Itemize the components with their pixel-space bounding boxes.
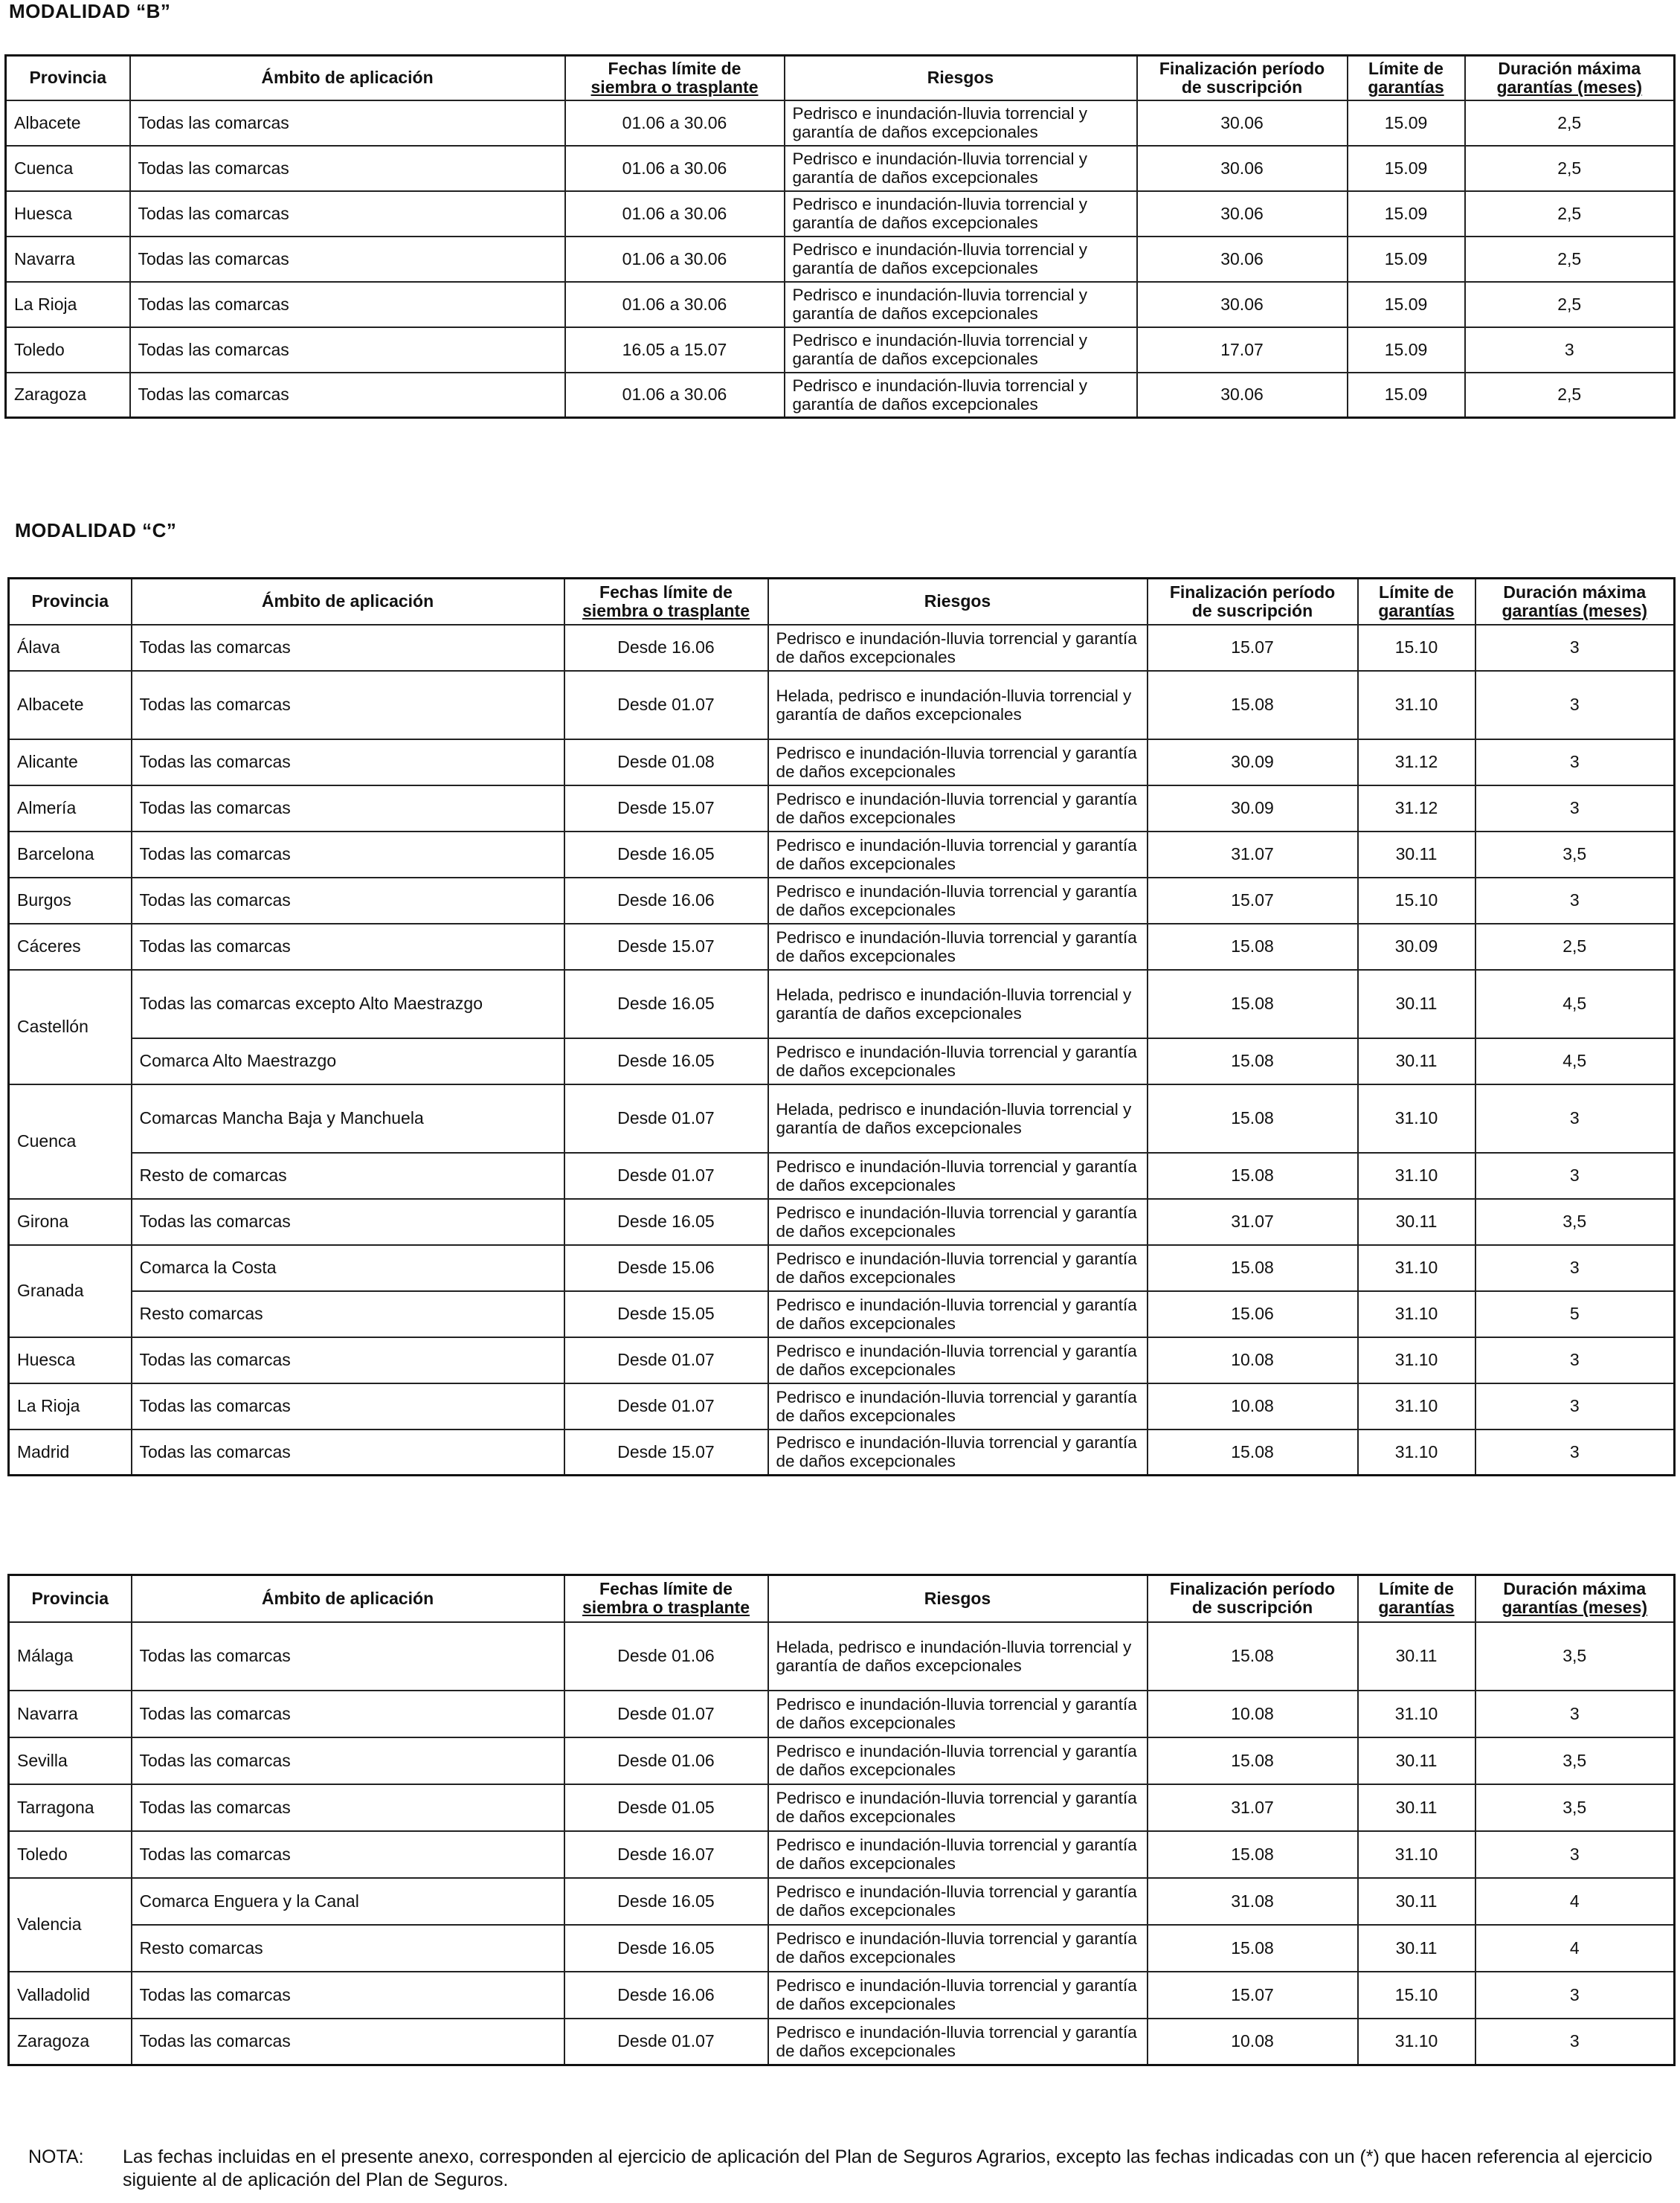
cell-duracion: 3 — [1475, 739, 1675, 785]
cell-limite: 30.11 — [1358, 1622, 1475, 1691]
cell-duracion: 3 — [1475, 625, 1675, 671]
cell-fechas: Desde 15.07 — [564, 785, 768, 832]
cell-ambito: Todas las comarcas — [130, 373, 565, 418]
table-row — [6, 191, 1675, 237]
cell-finalizacion: 30.06 — [1137, 237, 1348, 282]
header-limite: Límite de garantías — [1348, 56, 1465, 100]
table-row — [9, 1291, 1675, 1337]
cell-finalizacion: 30.09 — [1148, 785, 1358, 832]
cell-finalizacion: 10.08 — [1148, 2019, 1358, 2065]
cell-fechas: Desde 16.07 — [564, 1831, 768, 1878]
cell-duracion: 4,5 — [1475, 970, 1675, 1038]
cell-provincia: Zaragoza — [6, 373, 130, 418]
cell-limite: 31.10 — [1358, 671, 1475, 739]
table-row — [6, 100, 1675, 146]
cell-fechas: 01.06 a 30.06 — [565, 146, 785, 191]
cell-duracion: 3 — [1475, 1429, 1675, 1476]
cell-provincia: Toledo — [9, 1831, 132, 1878]
cell-ambito: Todas las comarcas — [132, 785, 564, 832]
cell-duracion: 2,5 — [1465, 237, 1675, 282]
cell-ambito: Todas las comarcas — [132, 1831, 564, 1878]
cell-ambito: Todas las comarcas — [132, 1383, 564, 1429]
cell-limite: 15.10 — [1358, 878, 1475, 924]
cell-fechas: 01.06 a 30.06 — [565, 191, 785, 237]
table-row — [6, 146, 1675, 191]
cell-fechas: Desde 15.06 — [564, 1245, 768, 1291]
header-riesgos: Riesgos — [768, 1575, 1148, 1622]
cell-limite: 15.09 — [1348, 191, 1465, 237]
cell-finalizacion: 15.08 — [1148, 1153, 1358, 1199]
cell-ambito: Todas las comarcas — [132, 671, 564, 739]
cell-limite: 30.11 — [1358, 1737, 1475, 1784]
cell-finalizacion: 15.08 — [1148, 1737, 1358, 1784]
cell-ambito: Todas las comarcas — [132, 1337, 564, 1383]
cell-limite: 15.10 — [1358, 1972, 1475, 2019]
table-row — [9, 924, 1675, 970]
table-row — [9, 878, 1675, 924]
header-row — [9, 1575, 1675, 1622]
cell-duracion: 4,5 — [1475, 1038, 1675, 1084]
cell-fechas: Desde 15.05 — [564, 1291, 768, 1337]
cell-ambito: Todas las comarcas — [130, 282, 565, 327]
cell-duracion: 3 — [1475, 878, 1675, 924]
cell-ambito: Comarcas Mancha Baja y Manchuela — [132, 1084, 564, 1153]
table-row — [6, 282, 1675, 327]
cell-duracion: 2,5 — [1465, 373, 1675, 418]
cell-ambito: Todas las comarcas — [130, 191, 565, 237]
cell-provincia: Zaragoza — [9, 2019, 132, 2065]
cell-ambito: Todas las comarcas — [132, 1784, 564, 1831]
cell-riesgos: Pedrisco e inundación-lluvia torrencial y garantía de daños excepcionales — [768, 625, 1148, 671]
cell-duracion: 3,5 — [1475, 1622, 1675, 1691]
cell-fechas: Desde 16.05 — [564, 1878, 768, 1925]
cell-finalizacion: 15.08 — [1148, 1429, 1358, 1476]
header-riesgos: Riesgos — [785, 56, 1137, 100]
cell-riesgos: Pedrisco e inundación-lluvia torrencial y garantía de daños excepcionales — [785, 191, 1137, 237]
cell-provincia: La Rioja — [6, 282, 130, 327]
cell-riesgos: Pedrisco e inundación-lluvia torrencial y garantía de daños excepcionales — [768, 1383, 1148, 1429]
cell-finalizacion: 31.07 — [1148, 832, 1358, 878]
cell-limite: 31.12 — [1358, 785, 1475, 832]
cell-fechas: Desde 16.05 — [564, 970, 768, 1038]
cell-ambito: Todas las comarcas — [132, 1691, 564, 1737]
cell-fechas: Desde 16.06 — [564, 878, 768, 924]
header-row — [6, 56, 1675, 100]
cell-limite: 31.10 — [1358, 1691, 1475, 1737]
cell-fechas: Desde 01.05 — [564, 1784, 768, 1831]
table-row — [9, 1737, 1675, 1784]
cell-fechas: Desde 01.07 — [564, 1691, 768, 1737]
cell-finalizacion: 30.09 — [1148, 739, 1358, 785]
cell-riesgos: Pedrisco e inundación-lluvia torrencial y garantía de daños excepcionales — [768, 1878, 1148, 1925]
header-duracion: Duración máxima garantías (meses) — [1475, 1575, 1675, 1622]
cell-limite: 15.09 — [1348, 373, 1465, 418]
cell-riesgos: Helada, pedrisco e inundación-lluvia torrencial y garantía de daños excepcionales — [768, 1084, 1148, 1153]
header-duracion: Duración máxima garantías (meses) — [1465, 56, 1675, 100]
table-row — [9, 1337, 1675, 1383]
header-fechas: Fechas límite de siembra o trasplante — [564, 579, 768, 625]
cell-limite: 31.10 — [1358, 1429, 1475, 1476]
cell-provincia: Burgos — [9, 878, 132, 924]
cell-finalizacion: 15.08 — [1148, 671, 1358, 739]
cell-duracion: 4 — [1475, 1925, 1675, 1972]
cell-limite: 31.10 — [1358, 1153, 1475, 1199]
cell-provincia: Navarra — [6, 237, 130, 282]
header-provincia: Provincia — [6, 56, 130, 100]
cell-riesgos: Pedrisco e inundación-lluvia torrencial y garantía de daños excepcionales — [768, 1153, 1148, 1199]
cell-duracion: 3 — [1475, 1245, 1675, 1291]
cell-provincia: Huesca — [6, 191, 130, 237]
cell-finalizacion: 15.08 — [1148, 1084, 1358, 1153]
table-row — [9, 1084, 1675, 1153]
cell-finalizacion: 15.08 — [1148, 1245, 1358, 1291]
cell-provincia: Valladolid — [9, 1972, 132, 2019]
cell-riesgos: Pedrisco e inundación-lluvia torrencial y garantía de daños excepcionales — [768, 1691, 1148, 1737]
cell-duracion: 3,5 — [1475, 832, 1675, 878]
table-row — [9, 970, 1675, 1038]
cell-finalizacion: 30.06 — [1137, 146, 1348, 191]
cell-limite: 15.09 — [1348, 282, 1465, 327]
cell-duracion: 5 — [1475, 1291, 1675, 1337]
table-row — [9, 1429, 1675, 1476]
header-duracion: Duración máxima garantías (meses) — [1475, 579, 1675, 625]
cell-limite: 15.09 — [1348, 146, 1465, 191]
cell-ambito: Todas las comarcas — [132, 625, 564, 671]
cell-riesgos: Pedrisco e inundación-lluvia torrencial y garantía de daños excepcionales — [768, 1337, 1148, 1383]
cell-limite: 31.10 — [1358, 1084, 1475, 1153]
header-riesgos: Riesgos — [768, 579, 1148, 625]
header-limite: Límite de garantías — [1358, 579, 1475, 625]
cell-provincia: Sevilla — [9, 1737, 132, 1784]
cell-fechas: Desde 01.07 — [564, 1383, 768, 1429]
cell-finalizacion: 10.08 — [1148, 1337, 1358, 1383]
cell-limite: 30.11 — [1358, 970, 1475, 1038]
cell-riesgos: Pedrisco e inundación-lluvia torrencial y garantía de daños excepcionales — [768, 2019, 1148, 2065]
cell-riesgos: Pedrisco e inundación-lluvia torrencial y garantía de daños excepcionales — [785, 146, 1137, 191]
cell-duracion: 3 — [1475, 1831, 1675, 1878]
cell-riesgos: Pedrisco e inundación-lluvia torrencial y garantía de daños excepcionales — [785, 237, 1137, 282]
cell-riesgos: Pedrisco e inundación-lluvia torrencial y garantía de daños excepcionales — [768, 1429, 1148, 1476]
cell-fechas: 01.06 a 30.06 — [565, 100, 785, 146]
table-row — [9, 739, 1675, 785]
cell-finalizacion: 15.06 — [1148, 1291, 1358, 1337]
cell-fechas: Desde 16.05 — [564, 1925, 768, 1972]
cell-ambito: Resto comarcas — [132, 1291, 564, 1337]
cell-ambito: Todas las comarcas — [132, 739, 564, 785]
cell-riesgos: Pedrisco e inundación-lluvia torrencial y garantía de daños excepcionales — [768, 1245, 1148, 1291]
cell-ambito: Comarca Alto Maestrazgo — [132, 1038, 564, 1084]
cell-provincia: Madrid — [9, 1429, 132, 1476]
cell-fechas: Desde 01.07 — [564, 1084, 768, 1153]
cell-riesgos: Pedrisco e inundación-lluvia torrencial y garantía de daños excepcionales — [768, 1972, 1148, 2019]
cell-fechas: 16.05 a 15.07 — [565, 327, 785, 373]
cell-riesgos: Pedrisco e inundación-lluvia torrencial y garantía de daños excepcionales — [768, 1737, 1148, 1784]
cell-limite: 30.11 — [1358, 1038, 1475, 1084]
cell-fechas: Desde 01.06 — [564, 1622, 768, 1691]
table-row — [9, 1784, 1675, 1831]
cell-limite: 30.11 — [1358, 1878, 1475, 1925]
cell-duracion: 2,5 — [1465, 191, 1675, 237]
cell-finalizacion: 30.06 — [1137, 282, 1348, 327]
cell-provincia: Cuenca — [6, 146, 130, 191]
cell-riesgos: Pedrisco e inundación-lluvia torrencial y garantía de daños excepcionales — [768, 832, 1148, 878]
cell-finalizacion: 30.06 — [1137, 100, 1348, 146]
table-row — [9, 1622, 1675, 1691]
header-ambito: Ámbito de aplicación — [132, 1575, 564, 1622]
cell-limite: 31.12 — [1358, 739, 1475, 785]
table-row — [9, 625, 1675, 671]
cell-finalizacion: 31.07 — [1148, 1784, 1358, 1831]
cell-provincia: Tarragona — [9, 1784, 132, 1831]
header-finalizacion: Finalización período de suscripción — [1148, 1575, 1358, 1622]
cell-finalizacion: 15.08 — [1148, 924, 1358, 970]
cell-ambito: Todas las comarcas — [132, 832, 564, 878]
header-provincia: Provincia — [9, 579, 132, 625]
cell-limite: 31.10 — [1358, 1383, 1475, 1429]
footnote-label: NOTA: — [28, 2146, 84, 2167]
header-fechas: Fechas límite de siembra o trasplante — [564, 1575, 768, 1622]
cell-provincia: Alicante — [9, 739, 132, 785]
cell-ambito: Todas las comarcas — [132, 1737, 564, 1784]
cell-finalizacion: 15.07 — [1148, 1972, 1358, 2019]
cell-duracion: 3 — [1475, 785, 1675, 832]
cell-provincia: Albacete — [6, 100, 130, 146]
cell-duracion: 3,5 — [1475, 1199, 1675, 1245]
cell-duracion: 3 — [1475, 1084, 1675, 1153]
cell-limite: 15.10 — [1358, 625, 1475, 671]
cell-fechas: Desde 01.07 — [564, 1337, 768, 1383]
table-row — [9, 832, 1675, 878]
table-row — [9, 1925, 1675, 1972]
table-row — [6, 373, 1675, 418]
cell-provincia: Toledo — [6, 327, 130, 373]
cell-duracion: 3 — [1475, 1153, 1675, 1199]
modalidad-c-title: MODALIDAD “C” — [15, 519, 177, 541]
cell-finalizacion: 10.08 — [1148, 1383, 1358, 1429]
table-row — [9, 1691, 1675, 1737]
table-row — [9, 1038, 1675, 1084]
cell-limite: 31.10 — [1358, 1337, 1475, 1383]
cell-finalizacion: 15.07 — [1148, 625, 1358, 671]
header-fechas: Fechas límite de siembra o trasplante — [565, 56, 785, 100]
cell-fechas: Desde 16.06 — [564, 625, 768, 671]
cell-limite: 31.10 — [1358, 2019, 1475, 2065]
cell-finalizacion: 31.07 — [1148, 1199, 1358, 1245]
cell-ambito: Todas las comarcas — [132, 1429, 564, 1476]
cell-fechas: Desde 01.06 — [564, 1737, 768, 1784]
cell-provincia: Valencia — [9, 1878, 132, 1972]
cell-riesgos: Helada, pedrisco e inundación-lluvia torrencial y garantía de daños excepcionales — [768, 1622, 1148, 1691]
cell-riesgos: Pedrisco e inundación-lluvia torrencial y garantía de daños excepcionales — [768, 1925, 1148, 1972]
cell-riesgos: Pedrisco e inundación-lluvia torrencial y garantía de daños excepcionales — [768, 739, 1148, 785]
cell-fechas: Desde 01.08 — [564, 739, 768, 785]
cell-ambito: Todas las comarcas — [132, 924, 564, 970]
cell-provincia: Navarra — [9, 1691, 132, 1737]
cell-fechas: 01.06 a 30.06 — [565, 282, 785, 327]
cell-fechas: Desde 16.05 — [564, 1038, 768, 1084]
cell-ambito: Todas las comarcas — [130, 100, 565, 146]
table-row — [9, 1972, 1675, 2019]
cell-fechas: Desde 15.07 — [564, 1429, 768, 1476]
cell-duracion: 3 — [1475, 1972, 1675, 2019]
cell-fechas: Desde 01.07 — [564, 2019, 768, 2065]
table-row — [9, 1199, 1675, 1245]
cell-limite: 30.11 — [1358, 1925, 1475, 1972]
cell-riesgos: Pedrisco e inundación-lluvia torrencial y garantía de daños excepcionales — [768, 1038, 1148, 1084]
table-row — [9, 1245, 1675, 1291]
cell-fechas: Desde 01.07 — [564, 1153, 768, 1199]
cell-duracion: 2,5 — [1465, 100, 1675, 146]
cell-provincia: Huesca — [9, 1337, 132, 1383]
cell-limite: 30.11 — [1358, 1199, 1475, 1245]
cell-duracion: 3 — [1475, 671, 1675, 739]
cell-fechas: Desde 16.06 — [564, 1972, 768, 2019]
cell-finalizacion: 15.08 — [1148, 970, 1358, 1038]
cell-provincia: La Rioja — [9, 1383, 132, 1429]
cell-limite: 15.09 — [1348, 327, 1465, 373]
cell-finalizacion: 10.08 — [1148, 1691, 1358, 1737]
cell-duracion: 3 — [1475, 1337, 1675, 1383]
cell-fechas: 01.06 a 30.06 — [565, 373, 785, 418]
cell-riesgos: Pedrisco e inundación-lluvia torrencial y garantía de daños excepcionales — [768, 785, 1148, 832]
cell-riesgos: Pedrisco e inundación-lluvia torrencial y garantía de daños excepcionales — [768, 1784, 1148, 1831]
cell-riesgos: Pedrisco e inundación-lluvia torrencial y garantía de daños excepcionales — [785, 100, 1137, 146]
table-row — [9, 1831, 1675, 1878]
cell-riesgos: Helada, pedrisco e inundación-lluvia torrencial y garantía de daños excepcionales — [768, 970, 1148, 1038]
header-ambito: Ámbito de aplicación — [132, 579, 564, 625]
cell-riesgos: Pedrisco e inundación-lluvia torrencial y garantía de daños excepcionales — [785, 373, 1137, 418]
table-row — [9, 671, 1675, 739]
cell-finalizacion: 30.06 — [1137, 191, 1348, 237]
cell-riesgos: Pedrisco e inundación-lluvia torrencial y garantía de daños excepcionales — [785, 282, 1137, 327]
cell-finalizacion: 15.08 — [1148, 1831, 1358, 1878]
cell-duracion: 3,5 — [1475, 1737, 1675, 1784]
cell-ambito: Todas las comarcas — [132, 1622, 564, 1691]
cell-ambito: Comarca la Costa — [132, 1245, 564, 1291]
cell-riesgos: Pedrisco e inundación-lluvia torrencial y garantía de daños excepcionales — [785, 327, 1137, 373]
cell-ambito: Todas las comarcas — [132, 2019, 564, 2065]
cell-finalizacion: 15.07 — [1148, 878, 1358, 924]
footnote-text: Las fechas incluidas en el presente anexo, corresponden al ejercicio de aplicación del Plan de Seguros Agrarios, excepto las fechas indicadas con un (*) que hacen referencia al ejercicio siguiente al de aplicación del Plan de Seguros. — [123, 2146, 1652, 2190]
cell-provincia: Castellón — [9, 970, 132, 1084]
header-provincia: Provincia — [9, 1575, 132, 1622]
table-row — [9, 2019, 1675, 2065]
cell-finalizacion: 30.06 — [1137, 373, 1348, 418]
cell-fechas: Desde 01.07 — [564, 671, 768, 739]
cell-fechas: 01.06 a 30.06 — [565, 237, 785, 282]
modalidad-c-table — [7, 577, 1676, 1476]
cell-riesgos: Pedrisco e inundación-lluvia torrencial y garantía de daños excepcionales — [768, 878, 1148, 924]
cell-limite: 30.11 — [1358, 1784, 1475, 1831]
cell-provincia: Almería — [9, 785, 132, 832]
cell-provincia: Albacete — [9, 671, 132, 739]
table-row — [9, 785, 1675, 832]
cell-provincia: Granada — [9, 1245, 132, 1337]
table-row — [6, 237, 1675, 282]
cell-ambito: Todas las comarcas — [130, 237, 565, 282]
cell-duracion: 2,5 — [1475, 924, 1675, 970]
cell-duracion: 3 — [1475, 2019, 1675, 2065]
cell-ambito: Todas las comarcas excepto Alto Maestrazgo — [132, 970, 564, 1038]
cell-finalizacion: 15.08 — [1148, 1925, 1358, 1972]
header-limite: Límite de garantías — [1358, 1575, 1475, 1622]
header-finalizacion: Finalización período de suscripción — [1137, 56, 1348, 100]
table-row — [9, 1878, 1675, 1925]
cell-ambito: Todas las comarcas — [132, 878, 564, 924]
cell-riesgos: Pedrisco e inundación-lluvia torrencial y garantía de daños excepcionales — [768, 1831, 1148, 1878]
modalidad-b-table — [4, 54, 1676, 419]
cell-duracion: 3 — [1465, 327, 1675, 373]
cell-limite: 15.09 — [1348, 100, 1465, 146]
cell-duracion: 3 — [1475, 1383, 1675, 1429]
cell-finalizacion: 17.07 — [1137, 327, 1348, 373]
cell-limite: 31.10 — [1358, 1245, 1475, 1291]
cell-ambito: Resto comarcas — [132, 1925, 564, 1972]
header-finalizacion: Finalización período de suscripción — [1148, 579, 1358, 625]
cell-limite: 30.11 — [1358, 832, 1475, 878]
cell-fechas: Desde 16.05 — [564, 832, 768, 878]
cell-provincia: Álava — [9, 625, 132, 671]
cell-provincia: Girona — [9, 1199, 132, 1245]
cell-riesgos: Pedrisco e inundación-lluvia torrencial y garantía de daños excepcionales — [768, 924, 1148, 970]
cell-provincia: Barcelona — [9, 832, 132, 878]
cell-duracion: 3,5 — [1475, 1784, 1675, 1831]
cell-ambito: Todas las comarcas — [130, 146, 565, 191]
cell-duracion: 4 — [1475, 1878, 1675, 1925]
cell-provincia: Cuenca — [9, 1084, 132, 1199]
header-ambito: Ámbito de aplicación — [130, 56, 565, 100]
cell-duracion: 3 — [1475, 1691, 1675, 1737]
cell-finalizacion: 31.08 — [1148, 1878, 1358, 1925]
cell-riesgos: Pedrisco e inundación-lluvia torrencial y garantía de daños excepcionales — [768, 1291, 1148, 1337]
cell-finalizacion: 15.08 — [1148, 1622, 1358, 1691]
cell-limite: 31.10 — [1358, 1831, 1475, 1878]
cell-ambito: Comarca Enguera y la Canal — [132, 1878, 564, 1925]
cell-ambito: Todas las comarcas — [132, 1972, 564, 2019]
cell-provincia: Málaga — [9, 1622, 132, 1691]
cell-ambito: Todas las comarcas — [130, 327, 565, 373]
cell-limite: 15.09 — [1348, 237, 1465, 282]
cell-riesgos: Helada, pedrisco e inundación-lluvia torrencial y garantía de daños excepcionales — [768, 671, 1148, 739]
cell-finalizacion: 15.08 — [1148, 1038, 1358, 1084]
cell-ambito: Resto de comarcas — [132, 1153, 564, 1199]
cell-duracion: 2,5 — [1465, 146, 1675, 191]
cell-duracion: 2,5 — [1465, 282, 1675, 327]
cell-riesgos: Pedrisco e inundación-lluvia torrencial y garantía de daños excepcionales — [768, 1199, 1148, 1245]
cell-fechas: Desde 16.05 — [564, 1199, 768, 1245]
header-row — [9, 579, 1675, 625]
table-row — [6, 327, 1675, 373]
cell-fechas: Desde 15.07 — [564, 924, 768, 970]
cell-provincia: Cáceres — [9, 924, 132, 970]
cell-ambito: Todas las comarcas — [132, 1199, 564, 1245]
cell-limite: 31.10 — [1358, 1291, 1475, 1337]
cell-limite: 30.09 — [1358, 924, 1475, 970]
table-row — [9, 1383, 1675, 1429]
modalidad-b-title: MODALIDAD “B” — [9, 0, 171, 22]
table-row — [9, 1153, 1675, 1199]
modalidad-c-continued-table — [7, 1574, 1676, 2066]
